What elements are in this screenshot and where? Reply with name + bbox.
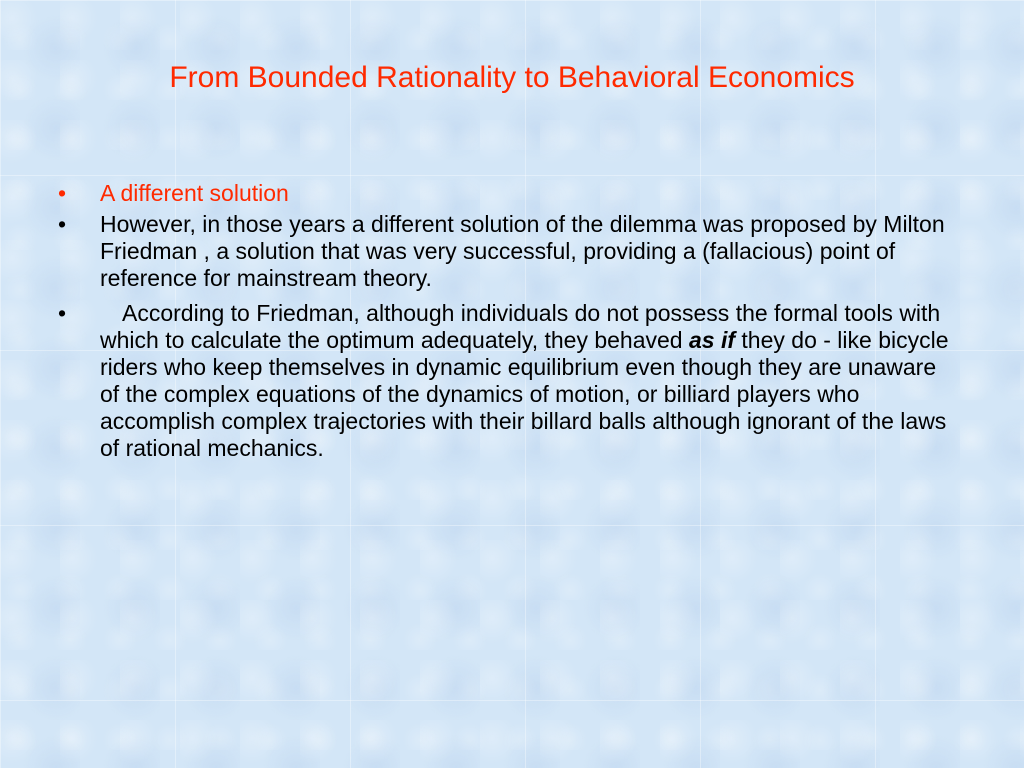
bullet-text: However, in those years a different solution of the dilemma was proposed by Milton Friedman , a solution that was very successful, providing a (fallacious) point of reference for mainstream theory. [100,211,945,291]
bullet-item [58,180,958,207]
bullet-text-after: they do - like bicycle riders who keep themselves in dynamic equilibrium even though they are unaware of the complex equations of the dynamics of motion, or billiard players who accomplish complex trajectories with their billard balls although ignorant of the laws of rational mechanics. [100,327,949,461]
bullet-list [58,180,958,470]
bullet-dot-icon: • [58,300,67,326]
emphasis-text: as if [689,327,736,353]
bullet-item [58,300,958,462]
bullet-dot-icon: • [58,211,67,237]
slide-title: From Bounded Rationality to Behavioral Economics [169,61,855,94]
bullet-text-before: According to Friedman, although individuals do not possess the formal tools with which to calculate the optimum adequately, they behaved [100,300,941,353]
bullet-dot-icon: • [58,180,67,206]
bullet-item [58,211,958,292]
bullet-text: A different solution [100,180,289,206]
